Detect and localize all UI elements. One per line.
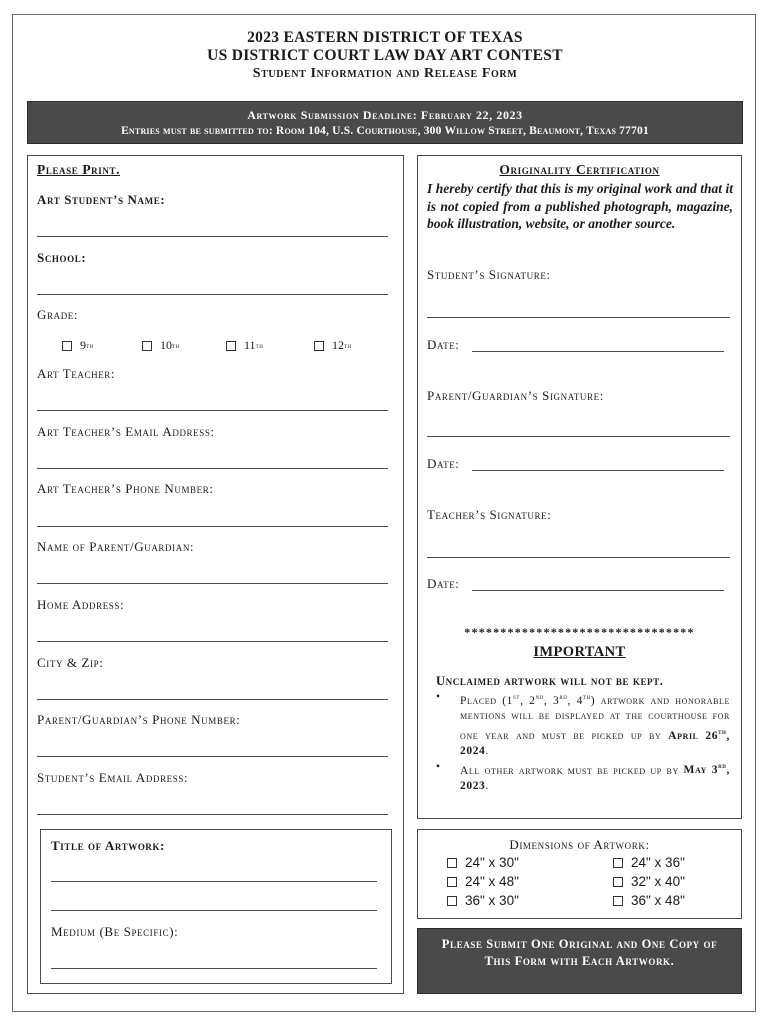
place-num: 1 (506, 694, 514, 707)
place-suffix: rd (559, 693, 568, 701)
place-suffix: st (513, 693, 521, 701)
dim-label: 36" x 30" (465, 893, 519, 908)
checkbox-icon[interactable] (613, 877, 623, 887)
home-address-label: Home Address: (37, 597, 125, 612)
dim-label: 24" x 30" (465, 855, 519, 870)
home-address-line[interactable] (37, 641, 388, 642)
grade-10-option[interactable] (142, 338, 180, 353)
grade-9-option[interactable] (62, 338, 94, 353)
grade-label: Grade: (37, 307, 79, 322)
teacher-date-line[interactable] (472, 590, 724, 591)
teacher-date-label: Date: (427, 576, 460, 591)
artwork-title-line-1[interactable] (51, 881, 377, 882)
city-zip-label: City & Zip: (37, 655, 104, 670)
place-num: 3 (552, 694, 560, 707)
student-email-label: Student’s Email Address: (37, 770, 189, 785)
certification-title: Originality Certification (499, 162, 660, 177)
header-line-3: Student Information and Release Form (252, 66, 518, 81)
submit-instruction-text: Please Submit One Original and One Copy of This Form with Each Artwork. (441, 937, 718, 968)
rule-text: Placed ( (460, 694, 507, 707)
student-name-label: Art Student’s Name: (37, 192, 166, 207)
grade-suffix: th (344, 341, 352, 350)
parent-phone-line[interactable] (37, 756, 388, 757)
checkbox-icon[interactable] (447, 877, 457, 887)
dim-label: 36" x 48" (631, 893, 685, 908)
dim-option-24x30[interactable] (447, 855, 519, 870)
date-suffix: th (718, 727, 727, 736)
unclaimed-notice: Unclaimed artwork will not be kept. (436, 674, 664, 688)
dim-option-32x40[interactable] (613, 874, 685, 889)
checkbox-icon[interactable] (314, 341, 324, 351)
student-email-line[interactable] (37, 814, 388, 815)
place-2 (529, 695, 544, 707)
teacher-email-label: Art Teacher’s Email Address: (37, 424, 215, 439)
place-1 (507, 695, 520, 707)
date-year: , 2024 (460, 729, 731, 758)
pickup-rule-other (436, 760, 730, 795)
dimensions-title: Dimensions of Artwork: (509, 837, 650, 852)
school-label: School: (37, 250, 87, 265)
artwork-title-label: Title of Artwork: (51, 838, 166, 853)
dim-option-36x48[interactable] (613, 893, 685, 908)
place-num: 4 (576, 694, 583, 707)
student-signature-line[interactable] (427, 317, 730, 318)
student-date-label: Date: (427, 337, 460, 352)
pickup-rule-placed: • Placed (1st, 2nd, 3rd, 4th) artwork and honorable mentions will be displayed at the courthouse for one year and must be picked up by April 26th, 2024. (436, 690, 730, 760)
grade-num: 10 (160, 338, 172, 352)
checkbox-icon[interactable] (142, 341, 152, 351)
parent-signature-line[interactable] (427, 436, 730, 437)
deadline-text: Artwork Submission Deadline: February 22, 2023 (247, 108, 523, 122)
header-line-2: US DISTRICT COURT LAW DAY ART CONTEST (207, 47, 563, 64)
grade-suffix: th (172, 341, 180, 350)
grade-num: 12 (332, 338, 344, 352)
student-name-line[interactable] (37, 236, 388, 237)
parent-name-label: Name of Parent/Guardian: (37, 539, 195, 554)
checkbox-icon[interactable] (62, 341, 72, 351)
artwork-title-line-2[interactable] (51, 910, 377, 911)
submit-address-text: Entries must be submitted to: Room 104, U.S. Courthouse, 300 Willow Street, Beaumont, Texas 77701 (121, 125, 649, 137)
checkbox-icon[interactable] (226, 341, 236, 351)
date-text: April 26 (668, 729, 719, 742)
teacher-phone-line[interactable] (37, 526, 388, 527)
grade-suffix: th (86, 341, 94, 350)
star-divider: ******************************** (464, 625, 695, 639)
dim-option-36x30[interactable] (447, 893, 519, 908)
teacher-signature-label: Teacher’s Signature: (427, 507, 552, 522)
date-year: , 2023 (460, 764, 730, 792)
grade-num: 11 (244, 338, 256, 352)
submit-instruction-banner (417, 928, 742, 994)
art-teacher-label: Art Teacher: (37, 366, 116, 381)
city-zip-line[interactable] (37, 699, 388, 700)
checkbox-icon[interactable] (613, 858, 623, 868)
place-4 (577, 695, 591, 707)
grade-12-option[interactable] (314, 338, 352, 353)
place-suffix: nd (535, 693, 544, 701)
place-3 (553, 695, 568, 707)
grade-11-option[interactable] (226, 338, 263, 353)
dim-option-24x36[interactable] (613, 855, 685, 870)
rule-text: ) artwork and honorable mentions will be displayed at the courthouse for one year and must be picked up by (460, 694, 730, 742)
rule-end: . (485, 745, 489, 758)
header-line-1: 2023 EASTERN DISTRICT OF TEXAS (247, 29, 523, 46)
grade-num: 9 (80, 338, 86, 352)
parent-date-label: Date: (427, 456, 460, 471)
dim-label: 24" x 36" (631, 855, 685, 870)
student-date-line[interactable] (472, 351, 724, 352)
dim-option-24x48[interactable] (447, 874, 519, 889)
date-text: May 3 (683, 764, 719, 777)
medium-line[interactable] (51, 968, 377, 969)
grade-suffix: th (255, 341, 264, 350)
checkbox-icon[interactable] (447, 858, 457, 868)
rule-end: . (485, 779, 489, 792)
deadline-banner (27, 101, 743, 144)
place-suffix: th (582, 693, 591, 701)
teacher-signature-line[interactable] (427, 557, 730, 558)
dim-label: 32" x 40" (631, 874, 685, 889)
date-suffix: rd (718, 762, 727, 771)
dim-label: 24" x 48" (465, 874, 519, 889)
school-line[interactable] (37, 294, 388, 295)
please-print-heading: Please Print. (37, 162, 121, 177)
teacher-email-line[interactable] (37, 468, 388, 469)
teacher-phone-label: Art Teacher’s Phone Number: (37, 481, 214, 496)
pickup-rules-list (436, 690, 730, 794)
art-teacher-line[interactable] (37, 410, 388, 411)
checkbox-icon[interactable] (447, 896, 457, 906)
important-heading: IMPORTANT (533, 644, 626, 660)
medium-label: Medium (Be Specific): (51, 924, 179, 939)
parent-signature-label: Parent/Guardian’s Signature: (427, 388, 604, 403)
parent-date-line[interactable] (472, 470, 724, 471)
rule-text: All other artwork must be picked up by (460, 764, 684, 777)
student-signature-label: Student’s Signature: (427, 267, 551, 282)
parent-name-line[interactable] (37, 583, 388, 584)
parent-phone-label: Parent/Guardian’s Phone Number: (37, 712, 241, 727)
certification-text: I hereby certify that this is my original work and that it is not copied from a published photograph, magazine, book illustration, website, or another source. (427, 181, 733, 231)
place-num: 2 (529, 694, 536, 707)
checkbox-icon[interactable] (613, 896, 623, 906)
